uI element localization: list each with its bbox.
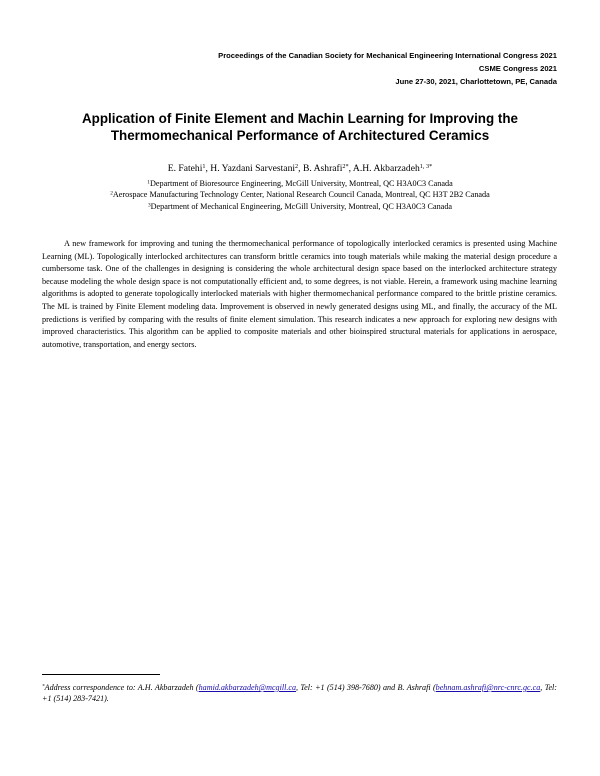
title-line-1: Application of Finite Element and Machin Learning for Improving the [82,111,518,126]
header-congress: CSME Congress 2021 [478,63,557,73]
affiliation-marker: 3 [147,202,151,209]
abstract-paragraph: A new framework for improving and tuning the thermomechanical performance of topologically interlocked ceramics is presented using Machine Learning (ML). Topologically interlocked architectures can transform brittle ceramics into tough materials while making the material design procedure a cumbersome task. One of the challenges in designing is considering the whole architectural design space based on the interlocked architecture strategy because modeling the whole design space is not computationally efficient and, to some degrees, is not viable. Herein, a framework using machine learning algorithms is adopted to generate topologically interlocked materials with higher thermomechanical performance compared to the brittle pristine ceramics. The ML is trained by Finite Element modeling data. Improvement is observed in newly generated designs using ML, and finally, the accuracy of the ML predictions is verified by comparing with the results of finite element simulation. This research indicates a new approach for exploring new designs with improved characteristics. This algorithm can be applied to composite materials and other bioinspired structural materials for applications in aerospace, automotive, transportation, and energy sectors. [42,239,557,349]
paper-title [40,110,560,144]
affiliation [30,201,570,212]
affiliation-text: Department of Bioresource Engineering, McGill University, Montreal, QC H3A0C3 Canada [149,179,453,188]
author-name: H. Yazdani Sarvestani [210,163,296,174]
author-affil-marker: 1, 3* [419,163,433,171]
affiliation-marker: 2 [110,190,113,197]
affiliation-list [30,178,570,212]
header-date-location: June 27-30, 2021, Charlottetown, PE, Canada [395,76,557,86]
email-link-ashrafi[interactable]: behnam.ashrafi@nrc-cnrc.gc.ca [435,683,541,692]
affiliation-marker: 1 [147,179,150,186]
author-name: B. Ashrafi [302,163,343,174]
author-affil-marker: 2* [342,163,349,171]
author-name: E. Fatehi [167,163,203,174]
author-affil-marker: 1 [202,163,206,171]
footnote-marker: * [42,683,45,690]
footnote-divider [42,674,160,675]
footnote-text: , Tel: +1 (514) 398-7680) and B. Ashrafi ( [296,683,436,692]
author-affil-marker: 2 [295,163,299,171]
title-line-2: Thermomechanical Performance of Architectured Ceramics [110,128,490,143]
footnote-text: Address correspondence to: A.H. Akbarzadeh ( [44,683,199,692]
conference-header [218,50,557,88]
affiliation [30,189,570,200]
correspondence-footnote [42,682,557,705]
email-link-akbarzadeh[interactable]: hamid.akbarzadeh@mcgill.ca [198,683,296,692]
author-list: E. Fatehi$^1$, H. Yazdani Sarvestani$^2$, B. Ashrafi$^{2*}$, A.H. Akbarzadeh$^{1, 3*}$ [167,163,433,174]
affiliation [30,178,570,189]
affiliation-text: Department of Mechanical Engineering, McGill University, Montreal, QC H3A0C3 Canada [150,201,453,211]
affiliation-text: Aerospace Manufacturing Technology Center, National Research Council Canada, Montreal, QC H3T 2B2 Canada [112,190,490,200]
footnote-text: , Tel: +1 (514) 283-7421). [42,683,558,704]
header-proceedings: Proceedings of the Canadian Society for Mechanical Engineering International Congress 2021 [218,51,557,60]
author-name: A.H. Akbarzadeh [352,163,420,174]
